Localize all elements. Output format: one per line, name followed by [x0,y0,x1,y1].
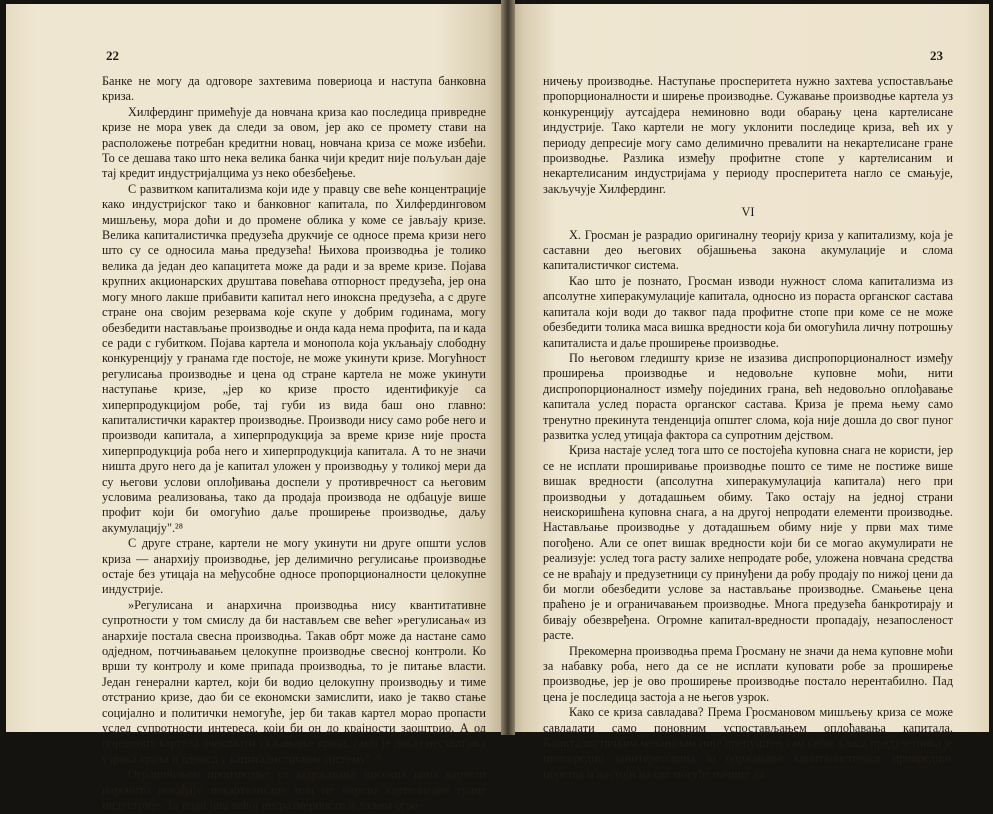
paragraph: Банке не могу да одговоре захтевима повериоца и наступа банковна криза. [102,74,486,104]
page-number: 22 [106,48,119,63]
paragraph: Као што је познато, Гросман изводи нужност слома капитализма из апсолутне хиперакумулације капитала, односно из пораста органског састава капитала који води до таквог пада профитне стопе при коме се не може обезбедити толика маса вишка вредности која би омогућила личну потрошњу капиталиста и даље проширење производње. [543,273,953,350]
paragraph: Како се криза савладава? Према Гросмановом мишљењу криза се може савладати само поновним успостављањем оплођавања капитала. Капиталистичким механизам није препуштен сам себи: класа предузетника је непосредно заинтересована за одржавање капиталистичког привредног поретка и настоји на све могуће начине да [543,705,953,781]
left-page [6,4,507,813]
paragraph: Ограничењем производње уз задржавање високих цена картели нарочито погађају некартелисане или не чврсто картелисане гране индустрије. То води још већој несразмерности и даљем огра- [102,767,486,813]
paragraph: С развитком капитализма који иде у правцу све веће концентрације како индустријског тако и банковног капитала, по Хилфердинговом мишљењу, мора доћи и до промене облика у коме се јављају кризе. Велика капиталистичка предузећа друкчије се односе према кризи него што су се односила мања предузећа! Њихова производња је толико велика да један део капацитета може да ради и за време кризе. Појава крупних акционарских друштава повећава отпорност предузећа, јер она могу много лакше прибавити капитал него иноксна предузећа, а с друге стране она својим резервама које скупе у добрим годинама, могу обезбедити настављање производње и онда када нема профита, па и када се ради с губитком. Појава картела и монопола која укљањају слободну конкуренцију у гранама где постоје, не може укинути кризе. Могућност регулисања производње и цена од стране картела не може укинути наступање кризе, „јер ко кризе просто идентификује са хиперпродукцијом робе, тај губи из вида баш оно главно: капиталистички карактер производње. Производи нису само робе него и производи капитала, а хиперпродукција за време кризе није проста хиперпродукција роба него и хиперпродукција капитала. А то не значи ништа друго него да је капитал уложен у производњу у толикој мери да су његови услови оплођивања доспели у противречност са његовим условима реализовања, тако да продаја производа не одбацује више профит који би омогућио даље проширење производње, даљу акумулацију".²⁸ [102,181,486,535]
page-number: 23 [930,48,943,63]
section-heading: VI [741,205,755,220]
paragraph: Х. Гросман је разрадио оригиналну теорију криза у капитализму, која је саставни део његових објашњења закона акумулације и слома капиталистичког система. [543,227,953,273]
left-page-text [102,74,486,814]
right-page [509,4,989,781]
right-page-text [543,74,953,782]
paragraph: Прекомерна производња према Гросману не значи да нема куповне моћи за набавку роба, него да се не исплати куповати робе за проширење производње, јер је ово проширење производње постало нерентабилно. Пад цена је последица застоја а не његов узрок. [543,643,953,704]
paragraph: Криза настаје услед тога што се постојећа куповна снага не користи, јер се не исплати проширивање производње пошто се тиме не постиже више вишак вредности (апсолутна хиперакумулација капитала) него при производњи у дотадашњем обиму. Тако остају на једној страни неискоришћена куповна снага, а на другој непродати елементи производње. Настављање производње у дотадашњем обиму није у први мах тиме погођено. Али се опет вишак вредности који би се могао акумулирати не реализује: услед тога расту залихе непродате робе, уложена новчана средства се не враћају и предузетници су принуђени да робу продају по нижој цени да би могли обезбедити услове за настављање производње. Смањење цена праћено је и ограничавањем производње. Многа предузећа банкротирају и бивају обезвређена. Огромне капитал-вредности пропадају, незапосленост расте. [543,443,953,643]
paragraph: По његовом гледишту кризе не изазива диспропорционалност између проширења производње и недовољне куповне моћи, нити диспропорционалност између појединих грана, већ недовољно оплођавање капитала услед пораста органског састава. Криза је према њему само тренутно прекинута тенденција општег слома, која није дошла до свог пуног развитка услед утицаја фактора са супротним дејством. [543,350,953,442]
paragraph: С друге стране, картели не могу укинути ни друге општи услов криза — анархију производње, јер делимично регулисање производње остаје без утицаја на међусобне односе пропорционалности целокупне индустрије. [102,536,486,597]
book-gutter [501,0,515,735]
paragraph: ничењу производње. Наступање просперитета нужно захтева успостављање пропорционалности и ширење производње. Сужавање производње картела уз конкуренцију аутсајдера неминовно води обарању цена картелисане индустрије. Тако картели не могу уклонити последице криза, већ их у периоду депресије могу само делимично превалити на некартелисане гране производње. Разлика између профитне стопе у картелисаним и некартелисаним индустријама у периоду просперитета нагло се смањује, закључује Хилфердинг. [543,74,953,196]
quote-paragraph: »Регулисана и анархична производња нису квантитативне супротности у том смислу да би настављем све већег »регулисања« из анархије постала свесна производња. Такав обрт може да настане само одједном, потчињавањем целокупне производње свесној контроли. Ко врши ту контролу и коме припада производња, то је питање власти. Један генерални картел, који би водио целокупну производњу и тиме отстранио кризе, дао би се економски замислити, иако је такво стање социјално и политички немогуће, јер би такав картел морао пропасти услед супротности интереса, који би он до крајности заоштрио. А од појединих картела очекивати укљањање криза, само је доказ несхватања узрока криза и односа у капиталистичком систему".²⁸ [102,597,486,766]
paragraph: Хилфердинг примећује да новчана криза као последица привредне кризе не мора увек да следи за овом, јер ако се промету стави на расположење потребан кредитни новац, новчана криза се може избећи. То се дешава тако што нека велика банка чији кредит није пољуљан даје тај кредит индустријалцима уз неко обезбеђење. [102,104,486,181]
